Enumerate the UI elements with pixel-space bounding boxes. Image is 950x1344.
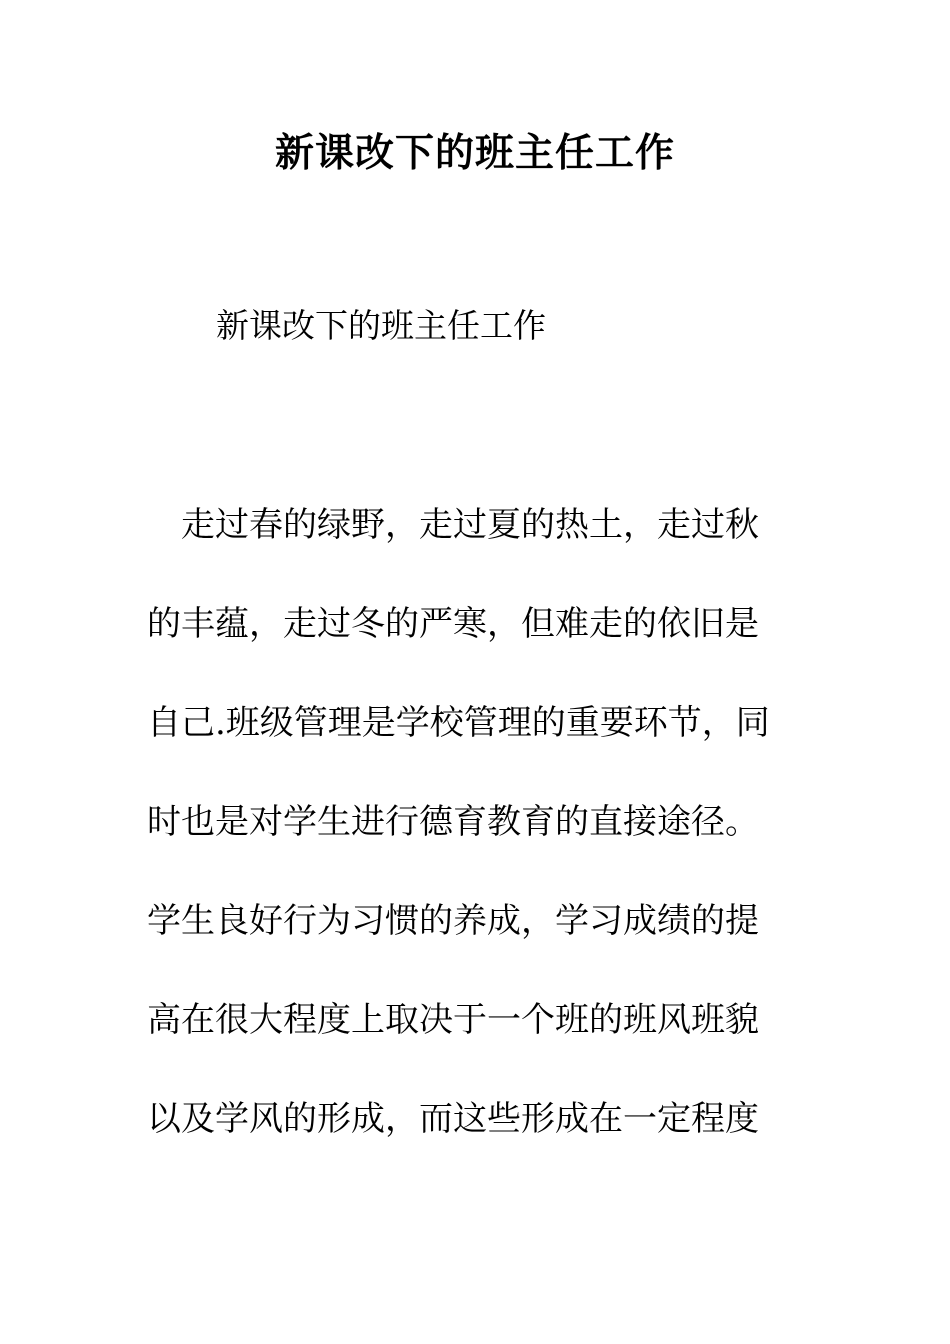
body-text-line: 学生良好行为习惯的养成，学习成绩的提 [147,901,759,941]
document-title: 新课改下的班主任工作 [274,130,675,176]
body-text-line: 以及学风的形成，而这些形成在一定程度 [147,1099,759,1139]
document-subtitle: 新课改下的班主任工作 [216,306,546,345]
body-text-line: 高在很大程度上取决于一个班的班风班貌 [147,1000,759,1040]
body-text-line: 走过春的绿野，走过夏的热土，走过秋 [147,505,759,545]
body-text-line: 的丰蕴，走过冬的严寒，但难走的依旧是 [147,604,759,644]
body-text-line: 自己.班级管理是学校管理的重要环节，同 [147,703,770,743]
body-text-line: 时也是对学生进行德育教育的直接途径。 [147,802,759,842]
